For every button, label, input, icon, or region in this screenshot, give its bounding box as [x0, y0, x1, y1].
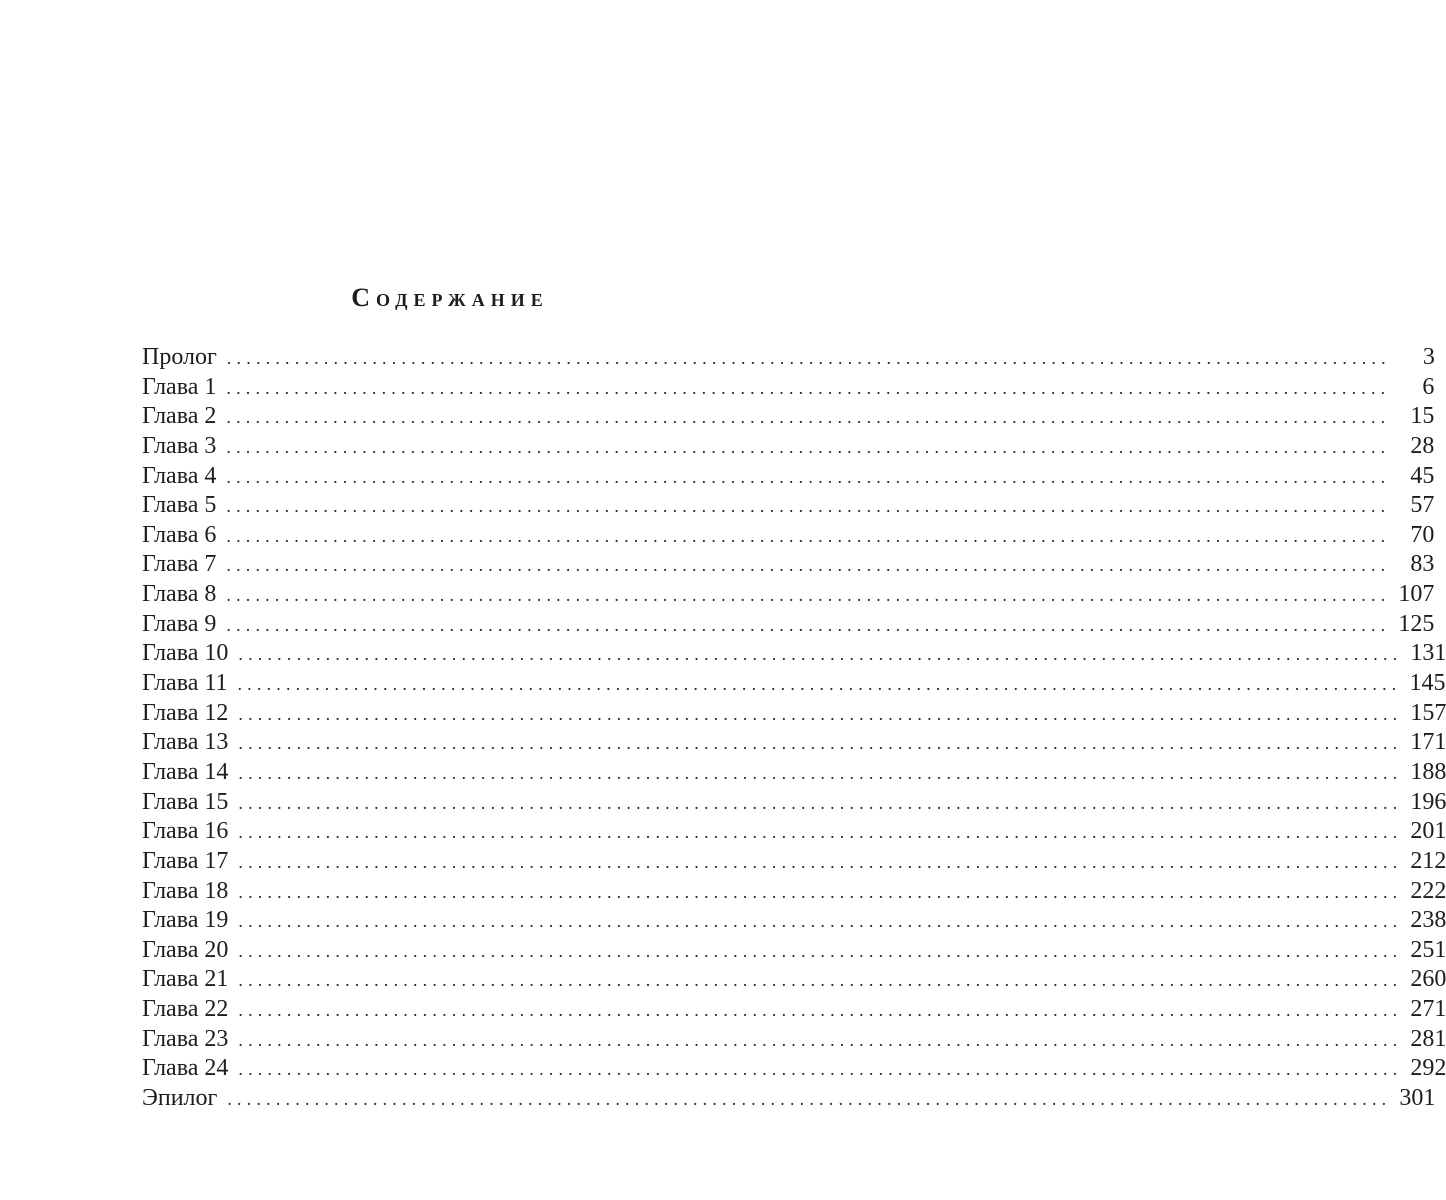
toc-entry	[142, 432, 1435, 462]
dot-leader: ........................................................................................................................	[237, 674, 1402, 695]
toc-entry-page: 83	[1410, 551, 1435, 578]
toc-entry-label: Глава 10	[142, 640, 229, 667]
toc-entry-page: 28	[1410, 432, 1435, 459]
toc-entry-label: Глава 15	[142, 788, 229, 815]
toc-entry	[142, 936, 1446, 966]
dot-leader: ........................................................................................................................	[238, 762, 1403, 783]
toc-entry	[142, 758, 1446, 788]
toc-entry-page: 292	[1410, 1055, 1446, 1082]
toc-entry-page: 260	[1410, 966, 1446, 993]
toc-entry	[142, 639, 1446, 669]
toc-entry-label: Глава 13	[142, 729, 229, 756]
toc-entry-label: Глава 24	[142, 1055, 229, 1082]
dot-leader: ........................................................................................................................	[238, 644, 1403, 665]
dot-leader: ........................................................................................................................	[238, 1059, 1403, 1080]
toc-entry	[142, 1025, 1446, 1055]
dot-leader: ........................................................................................................................	[238, 1000, 1403, 1021]
toc-entry-label: Глава 9	[142, 610, 217, 637]
dot-leader: ........................................................................................................................	[226, 525, 1391, 546]
dot-leader: ........................................................................................................................	[226, 555, 1391, 576]
toc-entry-label: Глава 19	[142, 907, 229, 934]
dot-leader: ........................................................................................................................	[226, 466, 1391, 487]
toc-entry-label: Глава 3	[142, 432, 217, 459]
toc-entry-page: 6	[1422, 373, 1435, 400]
toc-entry	[142, 906, 1446, 936]
dot-leader: ........................................................................................................................	[226, 436, 1391, 457]
toc-entry-label: Глава 2	[142, 403, 217, 430]
toc-entry	[142, 965, 1446, 995]
toc-entry-label: Глава 8	[142, 581, 217, 608]
toc-entry-label: Глава 14	[142, 758, 229, 785]
toc-entry	[142, 728, 1446, 758]
toc-entry	[142, 373, 1435, 403]
toc-entry-label: Глава 6	[142, 521, 217, 548]
dot-leader: ........................................................................................................................	[238, 911, 1403, 932]
dot-leader: ........................................................................................................................	[226, 614, 1391, 635]
dot-leader: ........................................................................................................................	[238, 940, 1403, 961]
toc-entry-label: Глава 16	[142, 818, 229, 845]
dot-leader: ........................................................................................................................	[238, 822, 1403, 843]
toc-entry-page: 171	[1410, 729, 1446, 756]
toc-entry-label: Глава 22	[142, 996, 229, 1023]
toc-entry-page: 201	[1410, 818, 1446, 845]
toc-entry-label: Глава 21	[142, 966, 229, 993]
dot-leader: ........................................................................................................................	[226, 377, 1391, 398]
toc-entry-page: 281	[1410, 1025, 1446, 1052]
toc-entry	[142, 343, 1435, 373]
toc-entry	[142, 491, 1435, 521]
toc-entry-label: Глава 5	[142, 492, 217, 519]
dot-leader: ........................................................................................................................	[238, 792, 1403, 813]
toc-entry	[142, 610, 1435, 640]
toc-entry-label: Глава 12	[142, 699, 229, 726]
toc-entry	[142, 669, 1446, 699]
toc-entry-page: 3	[1422, 344, 1435, 370]
toc-entry-label: Глава 4	[142, 462, 217, 489]
toc-entry	[142, 550, 1435, 580]
toc-entry	[142, 847, 1446, 877]
toc-entry-label: Глава 11	[142, 670, 228, 697]
toc-entry-page: 222	[1410, 877, 1446, 904]
toc-entry-page: 271	[1410, 996, 1446, 1023]
dot-leader: ........................................................................................................................	[238, 851, 1403, 872]
toc-entry	[142, 462, 1435, 492]
toc-entry	[142, 817, 1446, 847]
toc-entry-label: Пролог	[142, 344, 217, 370]
toc-title: Содержание	[351, 283, 549, 312]
toc-entry-page: 125	[1398, 610, 1435, 637]
toc-entry-page: 70	[1410, 521, 1435, 548]
toc-entry-label: Глава 7	[142, 551, 217, 578]
toc-entry-label: Глава 1	[142, 373, 217, 400]
toc-entry-label: Глава 18	[142, 877, 229, 904]
toc-entry-label: Глава 23	[142, 1025, 229, 1052]
toc-entry-page: 131	[1410, 640, 1446, 667]
toc-entry-page: 157	[1410, 699, 1446, 726]
dot-leader: ........................................................................................................................	[238, 970, 1403, 991]
dot-leader: ........................................................................................................................	[238, 733, 1403, 754]
toc-entry-page: 107	[1398, 581, 1435, 608]
toc-entry	[142, 521, 1435, 551]
toc-entry-page: 301	[1399, 1085, 1436, 1112]
toc-entry-page: 196	[1410, 788, 1446, 815]
toc-entry	[142, 402, 1435, 432]
toc-entry	[142, 788, 1446, 818]
dot-leader: ........................................................................................................................	[227, 1089, 1392, 1110]
toc-entry	[142, 995, 1446, 1025]
toc-entry-page: 251	[1410, 936, 1446, 963]
toc-entry	[142, 1054, 1446, 1084]
toc-entry-page: 145	[1409, 670, 1446, 697]
dot-leader: ........................................................................................................................	[226, 585, 1391, 606]
dot-leader: ........................................................................................................................	[238, 881, 1403, 902]
toc-entry-label: Эпилог	[142, 1085, 218, 1112]
toc-entry-page: 188	[1410, 758, 1446, 785]
toc-entry	[142, 877, 1446, 907]
toc-entry-page: 238	[1410, 907, 1446, 934]
dot-leader: ........................................................................................................................	[238, 1029, 1403, 1050]
toc-entry-page: 45	[1410, 462, 1435, 489]
toc-entry	[142, 699, 1446, 729]
dot-leader: ........................................................................................................................	[226, 407, 1391, 428]
toc-entry-page: 212	[1410, 847, 1446, 874]
toc-entry-label: Глава 17	[142, 847, 229, 874]
dot-leader: ........................................................................................................................	[238, 703, 1403, 724]
dot-leader: ........................................................................................................................	[226, 348, 1391, 368]
toc-entry-label: Глава 20	[142, 936, 229, 963]
toc-entry-page: 57	[1410, 492, 1435, 519]
toc-list	[142, 343, 1446, 1114]
dot-leader: ........................................................................................................................	[226, 496, 1391, 517]
toc-entry-page: 15	[1410, 403, 1435, 430]
toc-entry	[142, 580, 1435, 610]
toc-entry	[142, 1084, 1436, 1114]
